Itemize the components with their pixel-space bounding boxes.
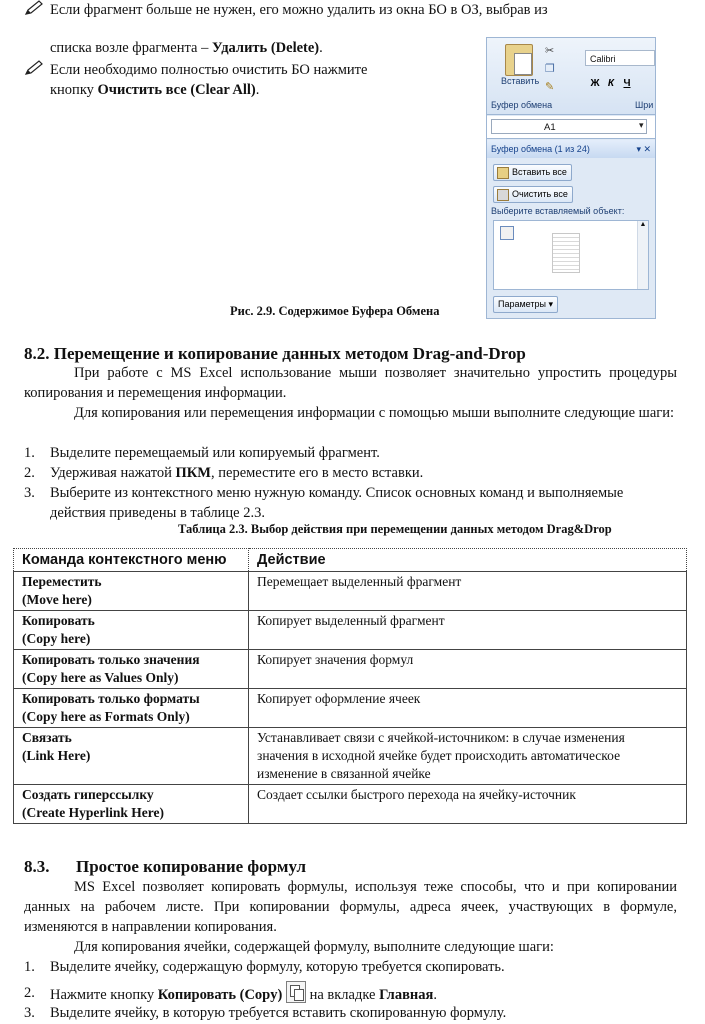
table-cell: Копирует оформление ячеек bbox=[249, 689, 687, 728]
table-cell bbox=[14, 689, 249, 728]
table-header: Действие bbox=[249, 549, 687, 572]
cmd-name: Копировать bbox=[22, 613, 95, 628]
copy-icon bbox=[286, 981, 306, 1003]
step-number: 2. bbox=[24, 465, 35, 481]
group-label-font: Шри bbox=[635, 100, 654, 110]
cmd-name-en: (Copy here) bbox=[22, 631, 91, 646]
paragraph: Для копирования ячейки, содержащей формулу, выполните следующие шаги: bbox=[74, 939, 554, 955]
step-number: 1. bbox=[24, 959, 35, 975]
table-cell bbox=[14, 611, 249, 650]
step-bold: ПКМ bbox=[175, 465, 211, 481]
clipboard-items-list bbox=[493, 220, 649, 290]
cut-icon: ✂ bbox=[545, 45, 555, 57]
table-row bbox=[14, 650, 687, 689]
name-box bbox=[487, 116, 655, 139]
paragraph: При работе с MS Excel использование мыши позволяет значительно упростить процедуры копирования и перемещения информации. bbox=[24, 365, 677, 401]
clipboard-item-icon bbox=[500, 226, 514, 240]
close-icon: ▾ ✕ bbox=[636, 144, 651, 154]
bullet-tail: . bbox=[319, 40, 323, 56]
clear-all-icon bbox=[497, 189, 509, 201]
table-header-row bbox=[14, 549, 687, 572]
table-row bbox=[14, 572, 687, 611]
table-cell: Создает ссылки быстрого перехода на ячейку-источник bbox=[249, 785, 687, 824]
cmd-name-en: (Copy here as Values Only) bbox=[22, 670, 179, 685]
table-cell: Копирует выделенный фрагмент bbox=[249, 611, 687, 650]
step-text bbox=[50, 463, 680, 483]
step-number: 2. bbox=[24, 985, 35, 1001]
chevron-down-icon: ▾ bbox=[639, 120, 644, 130]
bullet-1-line-1 bbox=[50, 0, 690, 20]
cmd-name: Создать гиперссылку bbox=[22, 787, 154, 802]
step-number: 1. bbox=[24, 445, 35, 461]
bullet-text: кнопку bbox=[50, 82, 98, 98]
bullet-bold: Очистить все (Clear All) bbox=[97, 82, 256, 98]
step-bold: Главная bbox=[379, 987, 434, 1003]
font-name-box: Calibri bbox=[585, 50, 655, 66]
clipboard-screenshot bbox=[486, 37, 656, 319]
bullet-bold: Удалить (Delete) bbox=[211, 40, 320, 56]
clear-all-label: Очистить все bbox=[512, 189, 568, 199]
panel-title: Буфер обмена (1 из 24) bbox=[491, 144, 590, 154]
step-text: Выделите ячейку, в которую требуется вставить скопированную формулу. bbox=[50, 1005, 507, 1021]
paragraph: MS Excel позволяет копировать формулы, используя теже способы, что и при копировании данных на рабочем листе. При копировании формулы, адреса ячеек, участвующих в формуле, изменяются в направлении копирования. bbox=[24, 879, 677, 935]
bullet-text: Если фрагмент больше не нужен, его можно удалить из окна БО в ОЗ, выбрав из bbox=[50, 2, 548, 18]
step-text bbox=[50, 981, 680, 1005]
clipboard-item-thumbnail bbox=[552, 233, 580, 273]
underline-button: Ч bbox=[623, 78, 631, 89]
section-number: 8.3. bbox=[24, 857, 50, 876]
paste-icon bbox=[505, 44, 533, 76]
bullet-2-line-1 bbox=[50, 60, 450, 80]
paste-label: Вставить bbox=[501, 76, 540, 86]
step-post: . bbox=[433, 987, 437, 1003]
step-bold: Копировать (Copy) bbox=[157, 987, 283, 1003]
table-cell bbox=[14, 650, 249, 689]
bullet-tail: . bbox=[255, 82, 260, 98]
format-painter-icon: ✎ bbox=[545, 81, 555, 93]
bullet-text: списка возле фрагмента – bbox=[50, 40, 212, 56]
section-heading: Простое копирование формул bbox=[76, 857, 307, 876]
group-label: Буфер обмена bbox=[491, 100, 553, 110]
cmd-name: Переместить bbox=[22, 574, 102, 589]
select-label: Выберите вставляемый объект: bbox=[491, 206, 625, 216]
paste-all-button bbox=[493, 164, 572, 181]
cmd-name-en: (Move here) bbox=[22, 592, 92, 607]
table-row bbox=[14, 611, 687, 650]
bold-button: Ж bbox=[590, 78, 600, 89]
step-text: Выберите из контекстного меню нужную команду. Список основных команд и выполняемые действия приведены в таблице 2.3. bbox=[50, 485, 624, 521]
paste-all-icon bbox=[497, 167, 509, 179]
step-number: 3. bbox=[24, 485, 35, 501]
clear-all-button bbox=[493, 186, 573, 203]
table-cell: Устанавливает связи с ячейкой-источником: в случае изменения значения в исходной ячейке будет происходить автоматическое изменение в связанной ячейке bbox=[249, 728, 687, 785]
table-cell bbox=[14, 572, 249, 611]
options-button: Параметры ▾ bbox=[493, 296, 558, 313]
step-text: Выделите перемещаемый или копируемый фрагмент. bbox=[50, 445, 380, 461]
step-post: , переместите его в место вставки. bbox=[211, 465, 424, 481]
bullet-2-line-2 bbox=[50, 80, 450, 100]
copy-icon: ❐ bbox=[545, 63, 555, 75]
italic-button: К bbox=[607, 78, 615, 89]
cmd-name: Копировать только значения bbox=[22, 652, 200, 667]
table-header: Команда контекстного меню bbox=[14, 549, 249, 572]
table-cell bbox=[14, 728, 249, 785]
scrollbar: ▲ bbox=[637, 221, 648, 289]
table-caption: Таблица 2.3. Выбор действия при перемещении данных методом Drag&Drop bbox=[178, 522, 612, 536]
ribbon bbox=[487, 38, 655, 115]
cmd-name: Связать bbox=[22, 730, 72, 745]
bullet-text: Если необходимо полностью очистить БО нажмите bbox=[50, 62, 368, 78]
cmd-name-en: (Create Hyperlink Here) bbox=[22, 805, 164, 820]
pencil-icon bbox=[24, 0, 44, 16]
table-cell: Перемещает выделенный фрагмент bbox=[249, 572, 687, 611]
cell-ref: A1 bbox=[491, 119, 647, 134]
cmd-name-en: (Link Here) bbox=[22, 748, 91, 763]
bullet-1-line-2 bbox=[50, 38, 450, 58]
table-cell: Копирует значения формул bbox=[249, 650, 687, 689]
paste-all-label: Вставить все bbox=[512, 167, 567, 177]
table-cell bbox=[14, 785, 249, 824]
pencil-icon bbox=[24, 60, 44, 76]
cmd-name-en: (Copy here as Formats Only) bbox=[22, 709, 190, 724]
step-text: Выделите ячейку, содержащую формулу, которую требуется скопировать. bbox=[50, 959, 505, 975]
paragraph: Для копирования или перемещения информации с помощью мыши выполните следующие шаги: bbox=[74, 405, 674, 421]
table-row bbox=[14, 689, 687, 728]
step-pre: Удерживая нажатой bbox=[50, 465, 176, 481]
table-row bbox=[14, 728, 687, 785]
commands-table bbox=[13, 548, 687, 824]
step-mid: на вкладке bbox=[305, 987, 380, 1003]
step-number: 3. bbox=[24, 1005, 35, 1021]
options-label: Параметры bbox=[498, 299, 546, 309]
clipboard-panel-header bbox=[487, 140, 655, 158]
section-heading: 8.2. Перемещение и копирование данных методом Drag-and-Drop bbox=[24, 344, 526, 363]
figure-caption: Рис. 2.9. Содержимое Буфера Обмена bbox=[230, 304, 440, 318]
step-pre: Нажмите кнопку bbox=[50, 987, 158, 1003]
cmd-name: Копировать только форматы bbox=[22, 691, 200, 706]
table-row bbox=[14, 785, 687, 824]
